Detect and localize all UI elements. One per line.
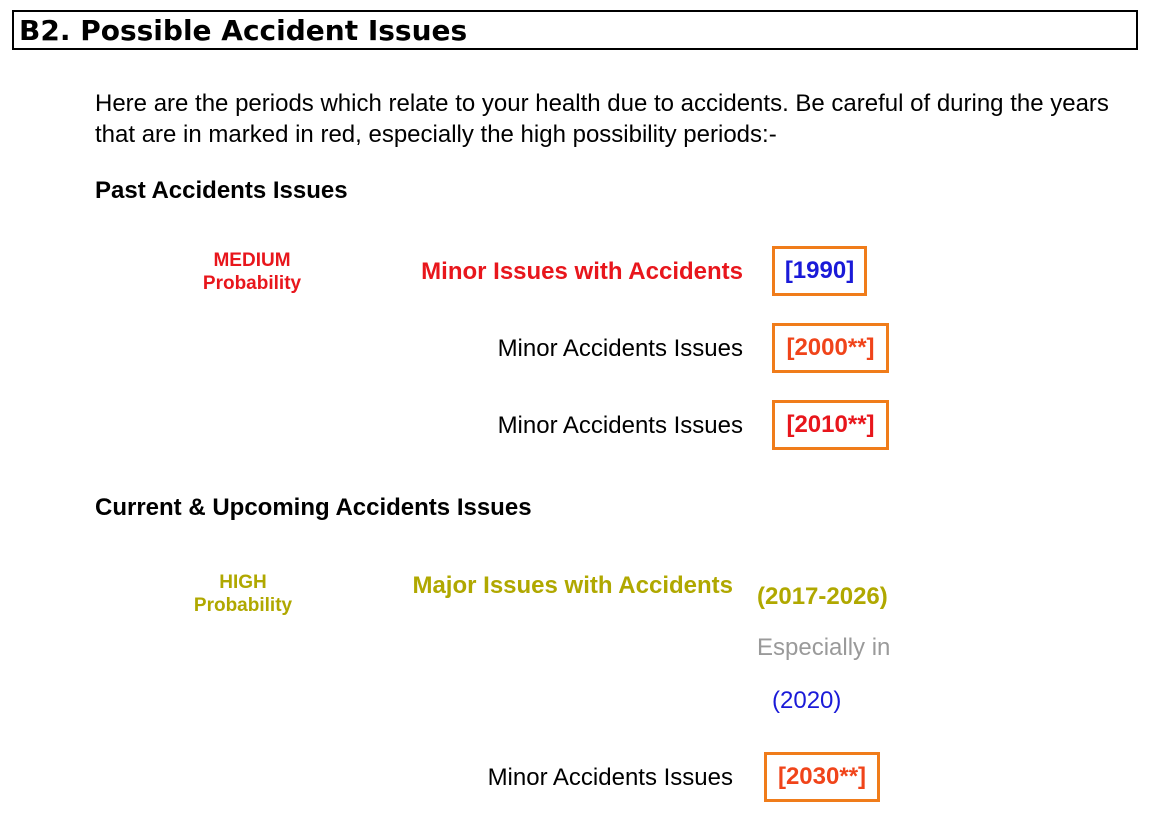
especially-year: (2020) (772, 687, 842, 714)
especially-in-label: Especially in (757, 634, 891, 661)
probability-word: Probability (193, 595, 293, 616)
past-issue-label-2: Minor Accidents Issues (497, 335, 743, 362)
high-probability-label (187, 571, 299, 617)
probability-word: Probability (202, 273, 302, 294)
past-issue-label-3: Minor Accidents Issues (497, 412, 743, 439)
major-issue-range: (2017-2026) (757, 583, 888, 610)
current-accidents-heading: Current & Upcoming Accidents Issues (95, 494, 532, 521)
past-year-box-2: [2000**] (772, 323, 889, 373)
past-issue-label-1: Minor Issues with Accidents (421, 258, 743, 285)
probability-level: MEDIUM (213, 250, 291, 271)
medium-probability-label (196, 249, 308, 295)
section-title: B2. Possible Accident Issues (19, 14, 468, 47)
major-issue-label: Major Issues with Accidents (412, 572, 733, 599)
upcoming-issue-label-1: Minor Accidents Issues (487, 764, 733, 791)
section-title-box (12, 10, 1138, 50)
intro-paragraph: Here are the periods which relate to your health due to accidents. Be careful of during the years that are in marked in red, especially the high possibility periods:- (95, 90, 1109, 148)
past-accidents-heading: Past Accidents Issues (95, 177, 348, 204)
past-year-box-1: [1990] (772, 246, 867, 296)
past-year-box-3: [2010**] (772, 400, 889, 450)
probability-level: HIGH (219, 572, 267, 593)
upcoming-year-box-1: [2030**] (764, 752, 880, 802)
